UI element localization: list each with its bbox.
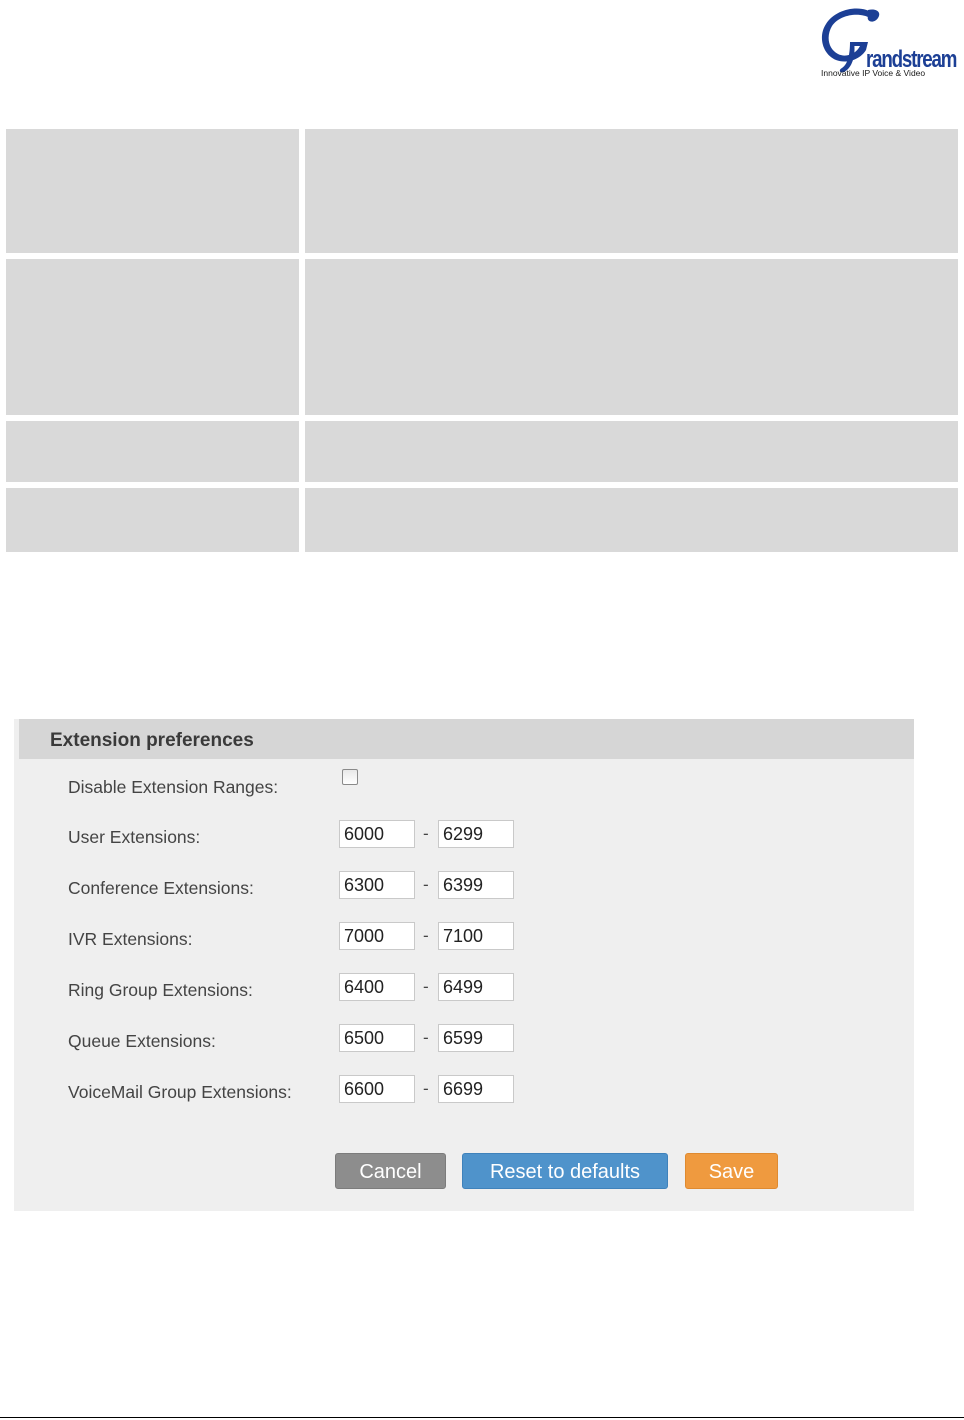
table-row (6, 259, 958, 415)
user-extensions-from-input[interactable] (339, 820, 415, 848)
save-button[interactable]: Save (685, 1153, 778, 1189)
panel-header (19, 719, 914, 759)
range-separator: - (423, 1079, 429, 1098)
queue-extensions-to-input[interactable] (438, 1024, 514, 1052)
ivr-extensions-label: IVR Extensions: (68, 929, 193, 949)
table-cell (305, 259, 958, 415)
range-separator: - (423, 1028, 429, 1047)
ring-group-extensions-row (14, 973, 914, 1005)
ivr-extensions-from-input[interactable] (339, 922, 415, 950)
grandstream-logo (816, 6, 957, 80)
user-extensions-to-input[interactable] (438, 820, 514, 848)
table-row (6, 421, 958, 482)
queue-extensions-from-input[interactable] (339, 1024, 415, 1052)
ring-group-extensions-from-input[interactable] (339, 973, 415, 1001)
reset-to-defaults-button[interactable]: Reset to defaults (462, 1153, 668, 1189)
voicemail-group-extensions-label: VoiceMail Group Extensions: (68, 1082, 292, 1102)
table-cell (305, 488, 958, 552)
conference-extensions-from-input[interactable] (339, 871, 415, 899)
conference-extensions-label: Conference Extensions: (68, 878, 254, 898)
table-cell (305, 129, 958, 253)
ivr-extensions-row (14, 922, 914, 954)
table-cell (6, 259, 299, 415)
logo-tagline: Innovative IP Voice & Video (821, 68, 926, 78)
ring-group-extensions-to-input[interactable] (438, 973, 514, 1001)
range-separator: - (423, 926, 429, 945)
queue-extensions-label: Queue Extensions: (68, 1031, 216, 1051)
voicemail-group-extensions-to-input[interactable] (438, 1075, 514, 1103)
disable-extension-ranges-label: Disable Extension Ranges: (68, 777, 279, 797)
table-row (6, 129, 958, 253)
table-cell (6, 421, 299, 482)
queue-extensions-row (14, 1024, 914, 1056)
voicemail-group-extensions-from-input[interactable] (339, 1075, 415, 1103)
ring-group-extensions-label: Ring Group Extensions: (68, 980, 253, 1000)
user-extensions-label: User Extensions: (68, 827, 201, 847)
range-separator: - (423, 824, 429, 843)
extension-preferences-panel (14, 719, 914, 1211)
ivr-extensions-to-input[interactable] (438, 922, 514, 950)
disable-extension-ranges-row (14, 771, 914, 803)
disable-extension-ranges-checkbox[interactable] (342, 769, 358, 785)
table-cell (6, 129, 299, 253)
table-row (6, 488, 958, 552)
document-table (6, 129, 958, 558)
table-cell (305, 421, 958, 482)
logo-wordmark: randstream (866, 46, 957, 73)
footer-divider (0, 1417, 964, 1418)
user-extensions-row (14, 820, 914, 852)
cancel-button[interactable]: Cancel (335, 1153, 446, 1189)
voicemail-group-extensions-row (14, 1075, 914, 1107)
table-cell (6, 488, 299, 552)
conference-extensions-row (14, 871, 914, 903)
range-separator: - (423, 875, 429, 894)
panel-title: Extension preferences (50, 730, 254, 751)
conference-extensions-to-input[interactable] (438, 871, 514, 899)
range-separator: - (423, 977, 429, 996)
